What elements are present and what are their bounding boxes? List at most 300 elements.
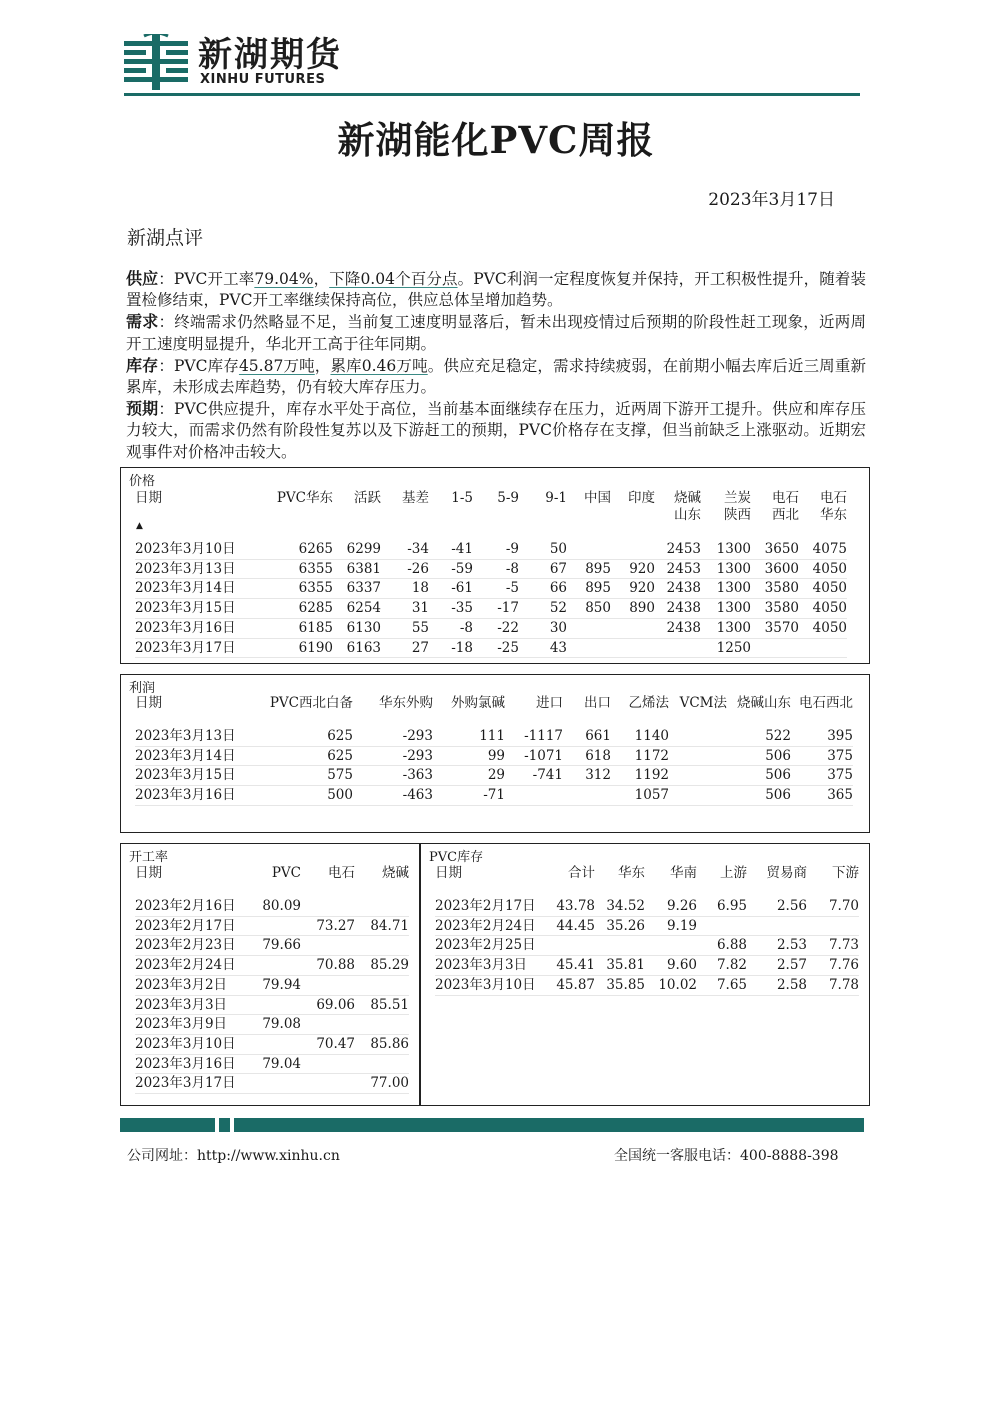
table-row xyxy=(135,956,409,976)
table-cell: 35.85 xyxy=(595,975,645,995)
table-cell: 895 xyxy=(567,579,611,599)
column-header: 乙烯法 xyxy=(628,695,669,711)
table-cell: 7.82 xyxy=(697,956,747,976)
table-cell: -17 xyxy=(473,599,519,619)
row-date: 2023年3月2日 xyxy=(135,975,255,995)
xinhu-logo-icon xyxy=(124,34,188,90)
report-date: 2023年3月17日 xyxy=(708,190,835,210)
column-header: 电石西北 xyxy=(799,695,853,711)
profit-table-header xyxy=(135,695,853,719)
table-cell xyxy=(669,786,727,806)
table-cell xyxy=(697,916,747,936)
column-header: PVC华东 xyxy=(276,490,333,506)
column-header: 日期 xyxy=(435,865,462,881)
table-cell: 1192 xyxy=(611,766,669,786)
table-cell: 500 xyxy=(259,786,353,806)
inventory-table-header xyxy=(435,865,859,889)
table-cell: 1300 xyxy=(701,559,751,579)
outlook-text: ：PVC供应提升，库存水平处于高位，当前基本面继续存在压力，近两周下游开工提升。供应和库存压力较大，而需求仍然有阶段性复苏以及下游赶工的预期，PVC价格存在支撑，但当前缺乏上涨驱动。近期宏观事件对价格冲击较大。 xyxy=(126,400,866,461)
table-row xyxy=(135,540,847,559)
table-cell: -35 xyxy=(429,599,473,619)
logo-text-cn: 新湖期货 xyxy=(198,35,342,75)
inventory-paragraph xyxy=(126,355,866,398)
table-cell: -26 xyxy=(381,559,429,579)
table-cell: -463 xyxy=(353,786,433,806)
table-cell: 2.57 xyxy=(747,956,807,976)
row-date: 2023年3月15日 xyxy=(135,599,253,619)
table-cell: 111 xyxy=(433,727,505,746)
table-cell: 375 xyxy=(791,746,853,766)
table-cell: 43 xyxy=(519,638,567,658)
table-cell xyxy=(611,638,655,658)
price-table-header xyxy=(135,490,847,532)
table-cell xyxy=(747,916,807,936)
table-cell: -1071 xyxy=(505,746,563,766)
supply-text-3: 。PVC利润一定程度恢复并保持，开工积极性提升，随着装置检修结束，PVC开工率继续保持高位，供应总体呈增加趋势。 xyxy=(126,270,866,310)
column-header: 日期 xyxy=(135,695,162,711)
price-table-label: 价格 xyxy=(129,474,156,489)
column-header: PVC西北白备 xyxy=(269,695,353,711)
supply-paragraph xyxy=(126,268,866,311)
table-cell: 18 xyxy=(381,579,429,599)
row-date: 2023年2月16日 xyxy=(135,897,255,916)
table-cell: 6337 xyxy=(333,579,381,599)
inventory-level: 45.87万吨 xyxy=(238,356,315,375)
utilization-table-header xyxy=(135,865,409,889)
header-spacer xyxy=(135,719,853,727)
table-cell: 44.45 xyxy=(547,916,595,936)
inventory-change: 累库0.46万吨 xyxy=(330,356,428,375)
footer-bar xyxy=(234,1118,864,1132)
column-header: 烧碱 xyxy=(382,865,409,881)
table-cell: 43.78 xyxy=(547,897,595,916)
table-cell: 6299 xyxy=(333,540,381,559)
logo-text-en: XINHU FUTURES xyxy=(200,72,326,87)
footer-bar xyxy=(120,1118,215,1132)
table-cell xyxy=(255,916,301,936)
row-date: 2023年2月23日 xyxy=(135,936,255,956)
table-cell: 1300 xyxy=(701,599,751,619)
table-cell: 35.26 xyxy=(595,916,645,936)
inventory-label: 库存 xyxy=(126,355,159,375)
profit-table xyxy=(135,695,853,806)
table-cell xyxy=(567,618,611,638)
table-cell: -61 xyxy=(429,579,473,599)
table-cell: 3580 xyxy=(751,599,799,619)
row-date: 2023年3月3日 xyxy=(135,995,255,1015)
table-cell: 506 xyxy=(727,786,791,806)
table-cell: 2438 xyxy=(655,618,701,638)
demand-label: 需求 xyxy=(126,312,159,332)
table-cell: 9.60 xyxy=(645,956,697,976)
table-row xyxy=(135,1054,409,1074)
table-cell: 69.06 xyxy=(301,995,355,1015)
row-date: 2023年2月24日 xyxy=(435,916,547,936)
table-cell: 79.08 xyxy=(255,1015,301,1035)
table-cell: 2.58 xyxy=(747,975,807,995)
header-spacer xyxy=(135,889,409,897)
table-cell: 661 xyxy=(563,727,611,746)
table-cell: 4050 xyxy=(799,559,847,579)
table-cell: 4050 xyxy=(799,599,847,619)
table-cell: 6163 xyxy=(333,638,381,658)
table-cell xyxy=(669,766,727,786)
table-cell: 55 xyxy=(381,618,429,638)
column-header: 出口 xyxy=(584,695,611,711)
table-cell xyxy=(567,638,611,658)
demand-text: ：终端需求仍然略显不足，当前复工速度明显落后，暂未出现疫情过后预期的阶段性赶工现象，近两周开工速度明显提升，华北开工高于往年同期。 xyxy=(126,313,866,353)
table-cell: 7.78 xyxy=(807,975,859,995)
table-row xyxy=(135,916,409,936)
table-cell xyxy=(611,618,655,638)
column-header: 印度 xyxy=(628,490,655,506)
column-header: 进口 xyxy=(536,695,563,711)
table-row xyxy=(135,786,853,806)
utilization-table xyxy=(135,865,409,1094)
table-row xyxy=(135,936,409,956)
table-row xyxy=(135,579,847,599)
outlook-paragraph xyxy=(126,398,866,463)
table-row xyxy=(435,897,859,916)
table-cell: 4050 xyxy=(799,579,847,599)
table-cell xyxy=(655,638,701,658)
table-cell: 7.70 xyxy=(807,897,859,916)
supply-text-1: ：PVC开工率 xyxy=(158,270,255,288)
table-cell: 85.51 xyxy=(355,995,409,1015)
table-cell: 4050 xyxy=(799,618,847,638)
table-cell: 7.65 xyxy=(697,975,747,995)
table-cell xyxy=(301,1054,355,1074)
table-cell xyxy=(355,975,409,995)
table-cell: 9.19 xyxy=(645,916,697,936)
table-cell: -25 xyxy=(473,638,519,658)
table-cell: 3600 xyxy=(751,559,799,579)
table-cell: -41 xyxy=(429,540,473,559)
column-header: 9-1 xyxy=(545,490,567,506)
table-cell: 895 xyxy=(567,559,611,579)
table-cell xyxy=(645,936,697,956)
column-header: 华南 xyxy=(670,865,697,881)
footer-hotline: 全国统一客服电话：400-8888-398 xyxy=(614,1148,839,1164)
sort-indicator-icon: ▲ xyxy=(136,521,143,531)
table-cell: 1140 xyxy=(611,727,669,746)
column-header: 华东 xyxy=(618,865,645,881)
table-cell: 30 xyxy=(519,618,567,638)
column-header: 活跃 xyxy=(354,490,381,506)
table-row xyxy=(435,936,859,956)
row-date: 2023年3月16日 xyxy=(135,618,253,638)
table-cell: 6254 xyxy=(333,599,381,619)
table-cell: 1300 xyxy=(701,540,751,559)
column-header: 合计 xyxy=(568,865,595,881)
column-header: 烧碱 山东 xyxy=(674,490,701,523)
table-cell: 920 xyxy=(611,559,655,579)
table-cell: 625 xyxy=(259,746,353,766)
utilization-table-label: 开工率 xyxy=(129,850,169,865)
table-cell xyxy=(301,1015,355,1035)
table-cell: 52 xyxy=(519,599,567,619)
table-cell: 6190 xyxy=(253,638,333,658)
row-date: 2023年2月17日 xyxy=(435,897,547,916)
table-row xyxy=(135,1015,409,1035)
column-header: VCM法 xyxy=(679,695,727,711)
table-row xyxy=(135,599,847,619)
row-date: 2023年2月24日 xyxy=(135,956,255,976)
row-date: 2023年3月17日 xyxy=(135,638,253,658)
table-cell: 80.09 xyxy=(255,897,301,916)
table-cell: 395 xyxy=(791,727,853,746)
table-cell: 2438 xyxy=(655,579,701,599)
table-cell: 618 xyxy=(563,746,611,766)
row-date: 2023年3月13日 xyxy=(135,727,259,746)
table-cell: 625 xyxy=(259,727,353,746)
table-cell: 99 xyxy=(433,746,505,766)
row-date: 2023年3月3日 xyxy=(435,956,547,976)
table-cell: 3570 xyxy=(751,618,799,638)
table-cell: 312 xyxy=(563,766,611,786)
table-cell xyxy=(255,1034,301,1054)
table-cell: 66 xyxy=(519,579,567,599)
price-table xyxy=(135,490,847,658)
header-spacer xyxy=(135,532,847,540)
table-cell: 506 xyxy=(727,746,791,766)
table-cell xyxy=(799,638,847,658)
header-spacer xyxy=(435,889,859,897)
table-cell: 73.27 xyxy=(301,916,355,936)
table-cell: 522 xyxy=(727,727,791,746)
table-cell: 920 xyxy=(611,579,655,599)
table-cell: 31 xyxy=(381,599,429,619)
column-header: 下游 xyxy=(832,865,859,881)
table-cell: 45.87 xyxy=(547,975,595,995)
table-cell: 85.29 xyxy=(355,956,409,976)
table-cell: -1117 xyxy=(505,727,563,746)
table-cell: 7.76 xyxy=(807,956,859,976)
table-cell xyxy=(255,995,301,1015)
table-cell: 9.26 xyxy=(645,897,697,916)
table-cell: 6.95 xyxy=(697,897,747,916)
column-header: 上游 xyxy=(720,865,747,881)
column-header: 5-9 xyxy=(497,490,519,506)
table-cell: 6265 xyxy=(253,540,333,559)
inventory-text-3: 。供应充足稳定，需求持续疲弱，在前期小幅去库后近三周重新累库，未形成去库趋势，仍有较大库存压力。 xyxy=(126,356,866,397)
table-row xyxy=(135,746,853,766)
section-title: 新湖点评 xyxy=(127,227,204,249)
table-cell: 27 xyxy=(381,638,429,658)
table-cell: 77.00 xyxy=(355,1074,409,1094)
column-header: 电石 华东 xyxy=(820,490,847,523)
table-row xyxy=(135,727,853,746)
column-header: 贸易商 xyxy=(766,865,807,881)
table-cell: 1250 xyxy=(701,638,751,658)
table-row xyxy=(135,975,409,995)
row-date: 2023年2月17日 xyxy=(135,916,255,936)
table-cell xyxy=(595,936,645,956)
table-row xyxy=(135,1034,409,1054)
supply-label: 供应 xyxy=(126,269,159,288)
table-cell: 67 xyxy=(519,559,567,579)
demand-paragraph xyxy=(126,311,866,354)
table-cell: 6355 xyxy=(253,579,333,599)
table-cell: 2453 xyxy=(655,540,701,559)
table-cell xyxy=(301,975,355,995)
table-cell: 2453 xyxy=(655,559,701,579)
inventory-table xyxy=(435,865,859,996)
table-cell: 85.86 xyxy=(355,1034,409,1054)
table-cell xyxy=(355,897,409,916)
column-header: PVC xyxy=(271,865,301,881)
report-title: 新湖能化PVC周报 xyxy=(337,118,655,162)
table-cell: 6185 xyxy=(253,618,333,638)
row-date: 2023年3月9日 xyxy=(135,1015,255,1035)
table-cell: -71 xyxy=(433,786,505,806)
table-cell: 1300 xyxy=(701,618,751,638)
table-cell: -59 xyxy=(429,559,473,579)
table-cell: 4075 xyxy=(799,540,847,559)
table-cell xyxy=(255,1074,301,1094)
table-cell: 84.71 xyxy=(355,916,409,936)
table-cell: 575 xyxy=(259,766,353,786)
row-date: 2023年3月14日 xyxy=(135,579,253,599)
row-date: 2023年3月13日 xyxy=(135,559,253,579)
table-cell: 2.56 xyxy=(747,897,807,916)
table-cell: 6.88 xyxy=(697,936,747,956)
table-cell: 79.94 xyxy=(255,975,301,995)
table-cell xyxy=(355,1054,409,1074)
table-cell: -34 xyxy=(381,540,429,559)
footer-website: 公司网址：http://www.xinhu.cn xyxy=(127,1148,340,1164)
row-date: 2023年2月25日 xyxy=(435,936,547,956)
row-date: 2023年3月16日 xyxy=(135,786,259,806)
table-cell: 506 xyxy=(727,766,791,786)
table-cell: -5 xyxy=(473,579,519,599)
table-cell xyxy=(807,916,859,936)
table-cell: -293 xyxy=(353,727,433,746)
table-cell xyxy=(355,1015,409,1035)
table-cell: 35.81 xyxy=(595,956,645,976)
table-cell: 6381 xyxy=(333,559,381,579)
table-row xyxy=(135,897,409,916)
column-header: 中国 xyxy=(584,490,611,506)
table-cell: 70.88 xyxy=(301,956,355,976)
table-row xyxy=(135,618,847,638)
table-row xyxy=(435,956,859,976)
profit-table-box xyxy=(120,674,870,833)
table-cell: 79.04 xyxy=(255,1054,301,1074)
table-cell: 365 xyxy=(791,786,853,806)
table-cell: 3580 xyxy=(751,579,799,599)
table-cell: 79.66 xyxy=(255,936,301,956)
table-cell: 1300 xyxy=(701,579,751,599)
row-date: 2023年3月10日 xyxy=(135,540,253,559)
inventory-text-2: ， xyxy=(314,356,331,375)
table-cell: 7.73 xyxy=(807,936,859,956)
column-header: 烧碱山东 xyxy=(737,695,791,711)
column-header: 电石 西北 xyxy=(772,490,799,523)
table-cell: 29 xyxy=(433,766,505,786)
table-row xyxy=(435,975,859,995)
table-row xyxy=(135,638,847,658)
table-row xyxy=(135,766,853,786)
table-cell: -293 xyxy=(353,746,433,766)
inventory-table-box xyxy=(420,843,870,1106)
column-header: 1-5 xyxy=(451,490,473,506)
column-header: 华东外购 xyxy=(379,695,433,711)
table-row xyxy=(135,1074,409,1094)
column-header: 外购氯碱 xyxy=(451,695,505,711)
column-header: 日期 xyxy=(135,865,162,881)
table-cell: 2438 xyxy=(655,599,701,619)
table-cell xyxy=(255,956,301,976)
table-cell: -9 xyxy=(473,540,519,559)
table-cell: -363 xyxy=(353,766,433,786)
table-cell: 70.47 xyxy=(301,1034,355,1054)
profit-table-label: 利润 xyxy=(129,681,156,696)
footer-bar xyxy=(219,1118,230,1132)
table-cell: -22 xyxy=(473,618,519,638)
table-cell: -8 xyxy=(473,559,519,579)
table-cell xyxy=(669,746,727,766)
table-cell: 375 xyxy=(791,766,853,786)
inventory-table-label: PVC库存 xyxy=(429,850,484,865)
table-cell xyxy=(301,1074,355,1094)
header-rule xyxy=(124,93,860,96)
table-cell: 890 xyxy=(611,599,655,619)
table-cell: 6355 xyxy=(253,559,333,579)
supply-change: 下降0.04个百分点 xyxy=(329,270,458,288)
table-cell: 2.53 xyxy=(747,936,807,956)
table-cell: 10.02 xyxy=(645,975,697,995)
table-cell xyxy=(301,897,355,916)
table-cell: 34.52 xyxy=(595,897,645,916)
table-cell: 1057 xyxy=(611,786,669,806)
table-cell xyxy=(547,936,595,956)
table-cell: 45.41 xyxy=(547,956,595,976)
table-row xyxy=(135,559,847,579)
table-cell xyxy=(751,638,799,658)
column-header: 电石 xyxy=(328,865,355,881)
table-row xyxy=(435,916,859,936)
supply-text-2: ， xyxy=(313,270,330,288)
outlook-label: 预期 xyxy=(126,399,159,419)
row-date: 2023年3月16日 xyxy=(135,1054,255,1074)
table-cell xyxy=(669,727,727,746)
table-cell: -741 xyxy=(505,766,563,786)
table-cell: -8 xyxy=(429,618,473,638)
table-cell xyxy=(611,540,655,559)
table-cell xyxy=(355,936,409,956)
row-date: 2023年3月10日 xyxy=(135,1034,255,1054)
table-cell xyxy=(301,936,355,956)
column-header: 日期 xyxy=(135,490,162,506)
inventory-text-1: ：PVC库存 xyxy=(158,356,239,375)
table-cell xyxy=(563,786,611,806)
table-cell: 6285 xyxy=(253,599,333,619)
row-date: 2023年3月14日 xyxy=(135,746,259,766)
table-cell: 3650 xyxy=(751,540,799,559)
row-date: 2023年3月15日 xyxy=(135,766,259,786)
row-date: 2023年3月17日 xyxy=(135,1074,255,1094)
table-cell: 850 xyxy=(567,599,611,619)
table-cell xyxy=(505,786,563,806)
table-cell xyxy=(567,540,611,559)
price-table-box xyxy=(120,467,870,664)
column-header: 基差 xyxy=(402,490,429,506)
row-date: 2023年3月10日 xyxy=(435,975,547,995)
utilization-table-box xyxy=(120,843,420,1106)
table-cell: -18 xyxy=(429,638,473,658)
table-cell: 50 xyxy=(519,540,567,559)
